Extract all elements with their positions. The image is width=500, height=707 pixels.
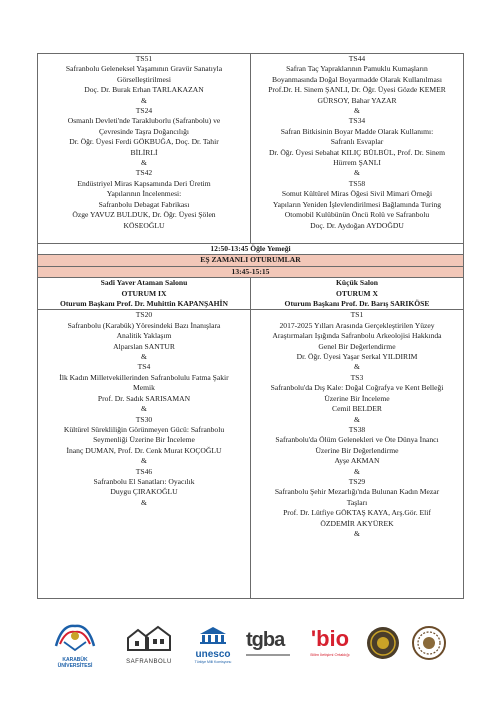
session-ix-header: [38, 278, 251, 310]
tgba-underline: [246, 654, 290, 656]
paper-code: TS4: [137, 362, 151, 372]
paper-code: TS20: [135, 310, 153, 320]
paper-line: KÖSEOĞLU: [123, 220, 165, 230]
paper-line: İlk Kadın Milletvekillerinden Safranbolulu Fatma Şakir: [59, 372, 229, 382]
hall-name: Küçük Salon: [336, 278, 378, 288]
paper-code: TS34: [348, 116, 366, 126]
session-x-header: [251, 278, 464, 310]
paper-line: Osmanlı Devleti'nde Tarakluborlu (Safranbolu) ve: [67, 116, 221, 126]
hall-name: Sadi Yaver Ataman Salonu: [100, 278, 188, 288]
paper-line: Prof. Dr. Lütfiye GÖKTAŞ KAYA, Arş.Gör. Elif: [283, 508, 431, 518]
tgba-name: tgba: [246, 629, 285, 651]
program-sheet: [37, 53, 463, 599]
paper-line: Çevresinde Taşra Doğancılığı: [98, 126, 189, 136]
paper-code: TS3: [350, 372, 364, 382]
paper-line: Üzerine Bir Değerlendirme: [315, 445, 399, 455]
session-chair: Oturum Başkanı Prof. Dr. Barış SARIKÖSE: [284, 299, 430, 309]
paper-line: Dr. Öğr. Üyesi Sebahat KILIÇ BÜLBÜL, Prof. Dr. Sinem: [268, 147, 446, 157]
association-seal-logo: [412, 626, 446, 660]
paper-code: TS42: [135, 168, 153, 178]
paper-code: TS24: [135, 106, 153, 116]
paper-code: TS1: [350, 310, 364, 320]
paper-code: TS58: [348, 178, 366, 188]
paper-line: BİLİRLİ: [130, 147, 158, 157]
safranbolu-house-icon: [122, 624, 176, 654]
tgba-logo: [246, 628, 294, 664]
paper-code: TS29: [348, 476, 366, 486]
unesco-subtitle: Türkiye Milli Komisyonu: [194, 660, 232, 664]
separator: &: [141, 352, 147, 362]
paper-line: Özge YAVUZ BULDUK, Dr. Öğr. Üyesi Şölen: [72, 210, 216, 220]
paper-line: Safranbolu El Sanatları: Oyacılık: [93, 476, 195, 486]
session-ix-papers: [38, 310, 251, 599]
karabuk-university-name: KARABÜK ÜNİVERSİTESİ: [57, 657, 93, 669]
paper-line: Alparslan SANTUR: [113, 341, 175, 351]
parallel-sessions-title: EŞ ZAMANLI OTURUMLAR: [38, 255, 464, 266]
separator: &: [354, 362, 360, 372]
bio-name: 'bio: [310, 626, 350, 651]
session-header-row: [38, 278, 464, 310]
paper-line: Prof. Dr. Sadık SARISAMAN: [97, 393, 191, 403]
paper-line: Cemil BELDER: [332, 404, 382, 414]
separator: &: [141, 456, 147, 466]
afternoon-session-row: [38, 310, 464, 599]
karabuk-university-logo: [50, 620, 100, 669]
paper-line: Analitik Yaklaşım: [116, 331, 172, 341]
session-chair: Oturum Başkanı Prof. Dr. Muhittin KAPANŞAHİN: [60, 299, 228, 309]
paper-line: Safran Taç Yapraklarının Pamuklu Kumaşların: [286, 64, 428, 74]
lunch-break: 12:50-13:45 Öğle Yemeği: [38, 244, 464, 255]
paper-line: Kültürel Sürekliliğin Görünmeyen Gücü: Safranbolu: [63, 424, 225, 434]
separator: &: [354, 168, 360, 178]
separator: &: [354, 106, 360, 116]
paper-line: Araştırmaları Işığında Safranbolu Arkeolojisi Hakkında: [272, 331, 442, 341]
paper-code: TS46: [135, 466, 153, 476]
unesco-name: unesco: [195, 649, 231, 660]
paper-line: Yapıların Yeniden İşlevlendirilmesi Bağlamında Turing: [272, 199, 442, 209]
separator: &: [141, 404, 147, 414]
paper-line: Memik: [133, 383, 155, 393]
paper-line: Safranbolu Debagat Fabrikası: [98, 199, 190, 209]
paper-line: Ayşe AKMAN: [334, 456, 380, 466]
paper-line: Safranlı Esvaplar: [330, 137, 384, 147]
morning-session-row: [38, 54, 464, 244]
paper-line: Safranbolu'da Dış Kale: Doğal Coğrafya ve Kent Belleği: [270, 383, 444, 393]
paper-line: Üzerine Bir İnceleme: [324, 393, 390, 403]
paper-line: Doç. Dr. Aydoğan AYDOĞDU: [310, 220, 404, 230]
paper-code: TS38: [348, 424, 366, 434]
session-number: OTURUM X: [336, 288, 378, 298]
separator: &: [354, 466, 360, 476]
morning-left-cell: [38, 54, 251, 244]
paper-line: Seymenliği Üzerine Bir İnceleme: [93, 435, 195, 445]
parallel-sessions-row: [38, 255, 464, 266]
paper-line: Safranbolu'da Ölüm Gelenekleri ve Öte Dünya İnancı: [275, 435, 439, 445]
bio-logo: [302, 626, 358, 666]
paper-code: TS30: [135, 414, 153, 424]
unesco-temple-icon: [188, 626, 238, 644]
session-x-papers: [251, 310, 464, 599]
program-table: [37, 53, 464, 599]
separator: &: [141, 95, 147, 105]
paper-line: Safranbolu Şehir Mezarlığı'nda Bulunan Kadın Mezar: [274, 487, 440, 497]
paper-line: Boyanmasında Doğal Boyarmadde Olarak Kullanılması: [272, 74, 442, 84]
time-slot-row: [38, 266, 464, 277]
safranbolu-name: SAFRANBOLU: [126, 659, 172, 665]
paper-line: Endüstriyel Miras Kapsamında Deri Üretim: [77, 178, 211, 188]
paper-line: Duygu ÇIRAKOĞLU: [110, 487, 178, 497]
unesco-logo: [188, 626, 238, 666]
paper-line: Safran Bitkisinin Boyar Madde Olarak Kullanımı:: [280, 126, 434, 136]
institution-seal-logo: [366, 626, 400, 660]
paper-code: TS44: [348, 54, 366, 63]
session-number: OTURUM IX: [121, 288, 167, 298]
bio-subtitle: Bilim İletişimi Ortaklığı: [310, 652, 350, 657]
sponsor-logos: [50, 620, 450, 668]
seal-icon: [412, 626, 446, 660]
paper-line: 2017-2025 Yılları Arasında Gerçekleştirilen Yüzey: [279, 320, 435, 330]
karabuk-emblem-icon: [50, 620, 100, 652]
separator: &: [141, 497, 147, 507]
paper-line: Safranbolu Geleneksel Yaşamının Gravür Sanatıyla: [65, 64, 223, 74]
paper-line: Otomobil Kulübünün Öncü Rolü ve Safranbolu: [284, 210, 430, 220]
paper-line: Dr. Öğr. Üyesi Yaşar Serkal YILDIRIM: [296, 352, 418, 362]
lunch-row: [38, 244, 464, 255]
paper-line: Somut Kültürel Miras Öğesi Sivil Mimari Örneği: [281, 189, 433, 199]
morning-right-cell: [251, 54, 464, 244]
seal-icon: [366, 626, 400, 660]
paper-line: GÜRSOY, Bahar YAZAR: [317, 95, 397, 105]
safranbolu-logo: [122, 624, 176, 668]
paper-line: Yapılarının İncelenmesi:: [106, 189, 182, 199]
paper-line: Prof.Dr. H. Sinem ŞANLI, Dr. Öğr. Üyesi Gözde KEMER: [268, 85, 446, 95]
paper-line: Hürrem ŞANLI: [333, 158, 381, 168]
paper-line: Dr. Öğr. Üyesi Ferdi GÖKBUĞA, Doç. Dr. Tahir: [69, 137, 219, 147]
separator: &: [354, 414, 360, 424]
paper-line: Görselleştirilmesi: [117, 74, 171, 84]
separator: &: [141, 158, 147, 168]
time-slot: 13:45-15:15: [38, 266, 464, 277]
paper-line: Doç. Dr. Burak Erhan TARLAKAZAN: [84, 85, 204, 95]
separator: &: [354, 528, 360, 538]
paper-line: ÖZDEMİR AKYÜREK: [320, 518, 394, 528]
paper-line: İnanç DUMAN, Prof. Dr. Cenk Murat KOÇOĞLU: [66, 445, 222, 455]
paper-line: Safranbolu (Karabük) Yöresindeki Bazı İnanışlara: [67, 320, 221, 330]
paper-line: Taşları: [346, 497, 368, 507]
paper-line: Genel Bir Değerlendirme: [318, 341, 396, 351]
paper-code: TS51: [135, 54, 153, 63]
